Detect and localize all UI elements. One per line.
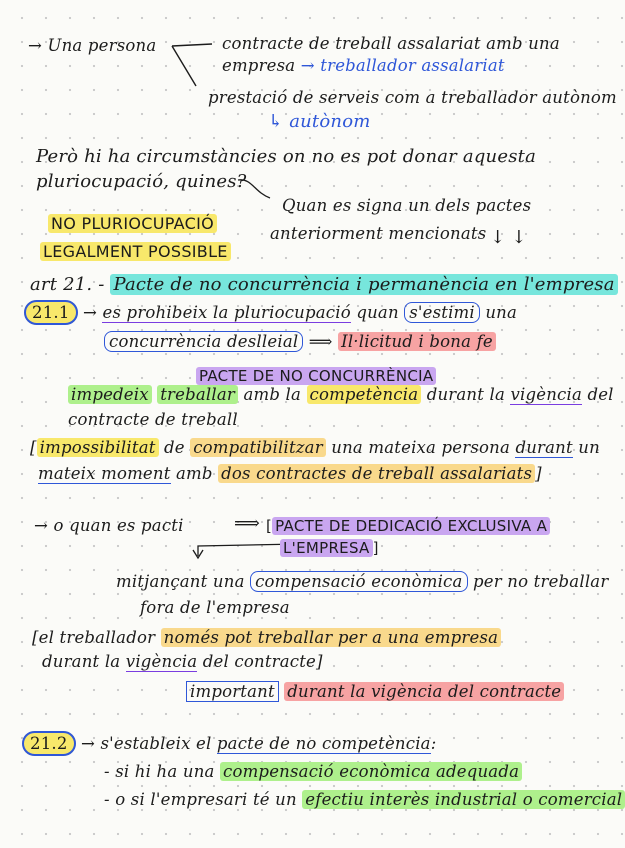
question-line1: Però hi ha circumstàncies on no es pot donar aquesta [36,146,537,167]
title1: PACTE DE DEDICACIÓ EXCLUSIVA A [272,517,550,535]
amb-la: amb la [243,385,302,404]
estableix: s'estableix el [100,734,212,753]
durant: durant [515,438,573,457]
art21-heading [30,273,618,297]
s211-line5 [30,438,600,458]
answer-line1: Quan es signa un dels pactes [282,196,532,215]
label-legalment-possible [40,242,231,262]
una-mateixa-persona: una mateixa persona [331,438,511,457]
down-arrows: ↓ ↓ [490,227,527,248]
title2: L'EMPRESA [280,539,373,557]
compensacio-economica: compensació econòmica [250,571,467,592]
double-arrow-2: ⟹ [234,513,261,534]
bracket-close: ] [372,539,379,557]
important-text: durant la vigència del contracte [284,682,564,701]
branch-b-result: ↳ autònom [268,111,371,132]
del: del [587,385,614,404]
un: un [578,438,600,457]
important-box: important [186,681,279,702]
quan-es-pacti: o quan es pacti [53,516,184,535]
label2: LEGALMENT POSSIBLE [40,242,231,261]
concurrencia-deslleial: concurrència deslleial [104,331,303,352]
branch-a-line2 [222,56,505,76]
competencia: competència [307,385,422,404]
double-arrow: ⟹ [308,332,333,351]
pacte-no-competencia: pacte de no competència [216,734,431,753]
arrow: → [28,36,43,55]
nomes-pot-treballar: només pot treballar per a una empresa [161,628,501,647]
treballador-assalariat: treballador assalariat [320,56,505,75]
empresa: empresa [222,56,296,75]
arrow: → [34,516,49,535]
bracket-open: [ [266,517,273,535]
nota-line1 [32,628,501,648]
answer-line2: anteriorment mencionats [270,224,487,243]
arrow: → [83,303,98,322]
arrow: → [81,734,96,753]
del-contracte: del contracte] [202,652,323,671]
s211-line4: contracte de treball [68,410,238,429]
arrow: → [300,56,315,75]
pacte-no-concurrencia [196,366,436,386]
compatibilitzar: compatibilitzar [190,438,326,457]
label-no-pluriocupacio [48,214,217,234]
dedicacio-line [34,516,184,536]
compensacio-adequada: compensació econòmica adequada [220,762,522,781]
vigencia: vigència [510,385,582,404]
pacte-title: PACTE DE NO CONCURRÈNCIA [196,367,436,385]
branch-a-line1: contracte de treball assalariat amb una [222,34,560,53]
branch-line [172,44,212,86]
una: una [485,303,518,322]
s212-item2 [104,790,625,810]
impedeix: impedeix [68,385,152,404]
el-treballador: [el treballador [32,628,156,647]
art21-title: Pacte de no concurrència i permanència en l'empresa [110,274,617,295]
s211-line2 [104,332,496,352]
s211-line6 [38,464,542,484]
branch-b: prestació de serveis com a treballador autònom [208,88,617,107]
s212-line1 [22,734,436,754]
bracket-open: [ [30,438,37,457]
durant-la: durant la [426,385,506,404]
dos-contractes: dos contractes de treball assalariats [218,464,535,483]
impossibilitat: impossibilitat [37,438,159,457]
vigencia: vigència [125,652,198,671]
nota-line2 [42,652,323,672]
amb: amb [176,464,213,483]
treballar: treballar [157,385,238,404]
mateix-moment: mateix moment [38,464,171,483]
s211-line3 [68,385,614,405]
per-no-treballar: per no treballar [473,572,609,591]
mitjancant: mitjançant una [116,572,245,591]
mitjancant-line [116,572,608,592]
prohibeix-pluriocupacio: es prohibeix la pluriocupació [102,303,351,322]
quan: quan [356,303,399,322]
empresari-te: - o si l'empresari té un [104,790,297,809]
bracket-close: ] [535,464,542,483]
s211-line1 [24,303,517,323]
estimi: s'estimi [404,302,480,323]
important-line [186,682,564,702]
question-line2: pluriocupació, quines? [36,171,247,192]
art21-prefix: art 21. - [30,274,105,295]
interes-industrial: efectiu interès industrial o comercial [302,790,625,809]
fora-empresa: fora de l'empresa [140,598,290,617]
section-number-212: 21.2 [22,731,76,756]
de: de [164,438,185,457]
si-hi-ha: - si hi ha una [104,762,215,781]
durant-la: durant la [42,652,121,671]
s212-item1 [104,762,522,782]
illicitud-bona-fe: Il·licitud i bona fe [338,332,496,351]
pacte-dedicacio-title2 [280,538,379,558]
label1: NO PLURIOCUPACIÓ [48,214,217,233]
intro-line [28,36,156,56]
section-number-211: 21.1 [24,300,78,325]
pacte-dedicacio-title1 [266,516,550,536]
una-persona: Una persona [47,36,157,55]
colon: : [430,734,437,753]
